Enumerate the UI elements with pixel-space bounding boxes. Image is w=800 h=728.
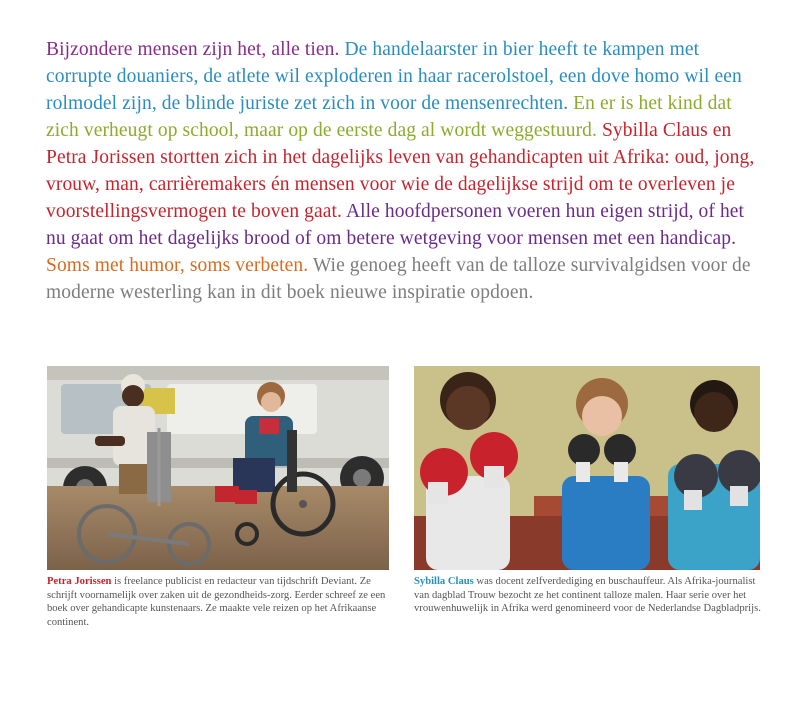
photo-wheelchairs bbox=[47, 366, 389, 570]
blurb-segment: Alle hoofdpersonen voeren hun eigen strijd, of het nu gaat om het dagelijks brood of om betere wetgeving voor mensen met een handicap. bbox=[46, 201, 745, 249]
caption-bio-petra: is freelance publicist en redacteur van tijdschrift Deviant. Ze schrijft voornamelijk over zaken uit de gezondheids-zorg. Eerder schreef ze een boek over gehandicapte kunstenaars. Ze maakte vele reizen op het Afrikaanse continent. bbox=[47, 576, 386, 628]
blurb-segment: En er is het kind dat zich verheugt op school, maar op de eerste dag al wordt weggestuurd. bbox=[46, 93, 732, 141]
blurb-segment: Bijzondere mensen zijn het, alle tien. bbox=[46, 39, 345, 60]
blurb-segment: Soms met humor, soms verbeten. bbox=[46, 255, 313, 276]
author-name-petra: Petra Jorissen bbox=[47, 576, 112, 587]
blurb-segment: De handelaarster in bier heeft te kampen met corrupte douaniers, de atlete wil exploderen in haar racerolstoel, een dove homo wil een rolmodel zijn, de blinde juriste zet zich in voor de mensenrechten. bbox=[46, 39, 742, 114]
caption-bio-sybilla: was docent zelfverdediging en buschauffeur. Als Afrika-journalist van dagblad Trouw bezocht ze het continent talloze malen. Haar serie over het vrouwenhuwelijk in Afrika werd genomineerd voor de Nederlandse Dagbladprijs. bbox=[414, 576, 761, 615]
blurb-text bbox=[46, 36, 764, 306]
blurb-segment: Sybilla Claus en Petra Jorissen stortten zich in het dagelijks leven van gehandicapten uit Afrika: oud, jong, vrouw, man, carrièremakers én mensen voor wie de dagelijkse strijd om te overleven je voorstellingsvermogen te boven gaat. bbox=[46, 120, 755, 222]
author-name-sybilla: Sybilla Claus bbox=[414, 576, 474, 587]
blurb-segment: Wie genoeg heeft van de talloze survivalgidsen voor de moderne westerling kan in dit boek nieuwe inspiratie opdoen. bbox=[46, 255, 751, 303]
photo-boxing bbox=[414, 366, 760, 570]
caption-petra-jorissen bbox=[47, 575, 392, 629]
caption-sybilla-claus bbox=[414, 575, 764, 616]
